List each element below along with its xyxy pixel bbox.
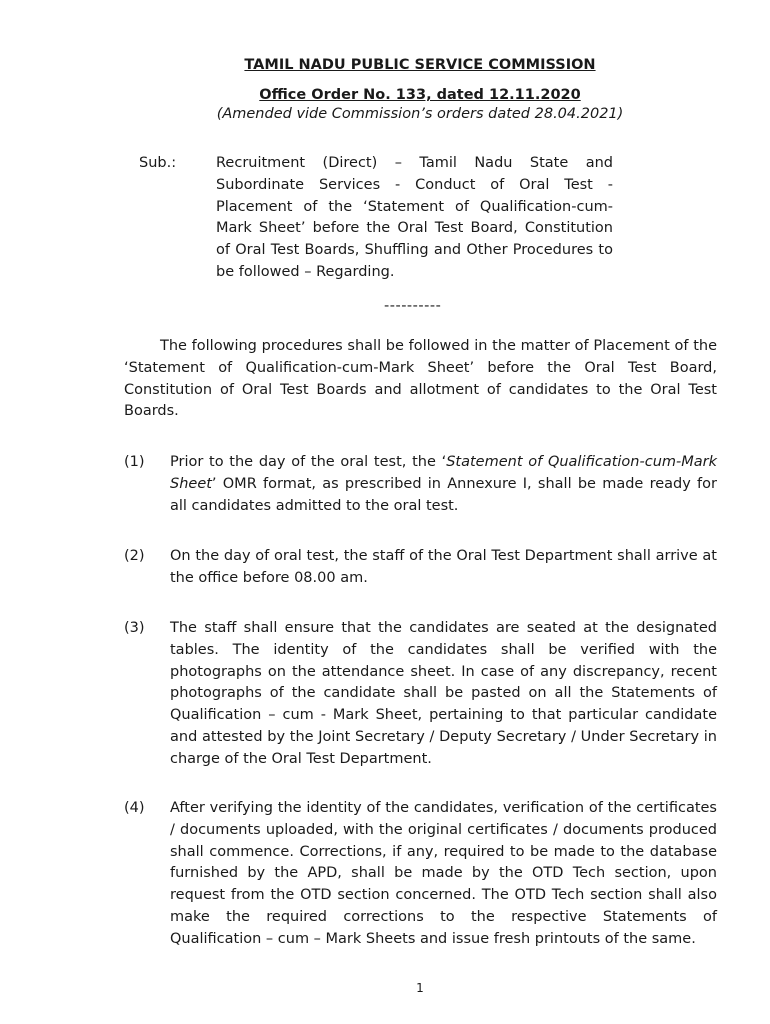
amendment-note: (Amended vide Commission’s orders dated 28.04.2021) [216, 106, 624, 122]
intro-paragraph: The following procedures shall be followed in the matter of Placement of the ‘Statement of Qualification-cum-Mark Sheet’ before the Oral Test Board, Constitution of Oral Test Boards and allotment of candidates to the Oral Test Boards. [124, 338, 717, 420]
paragraph-text-italic: Statement of Qualification-cum-Mark Sheet [170, 454, 717, 492]
paragraph-text-part: ’ OMR format, as prescribed in Annexure I, shall be made ready for all candidates admitted to the oral test. [170, 475, 717, 514]
paragraph-number: (4) [124, 800, 145, 816]
paragraph-text: After verifying the identity of the candidates, verification of the certificates / documents uploaded, with the original certificates / documents produced shall commence. Corrections, if any, required to be made to the database furnished by the APD, shall be made by the OTD Tech section, upon request from the OTD section concerned. The OTD Tech section shall also make the required corrections to the respective Statements of Qualification – cum – Mark Sheets and issue fresh printouts of the same. [170, 800, 717, 947]
paragraph-text: The staff shall ensure that the candidates are seated at the designated tables. The identity of the candidates shall be verified with the photographs on the attendance sheet. In case of any discrepancy, recent photographs of the candidate shall be pasted on all the Statements of Qualification – cum - Mark Sheet, pertaining to that particular candidate and attested by the Joint Secretary / Deputy Secretary / Under Secretary in charge of the Oral Test Department. [170, 620, 717, 767]
paragraph-number: (2) [124, 548, 145, 564]
organization-title: TAMIL NADU PUBLIC SERVICE COMMISSION [244, 57, 596, 73]
office-order-title: Office Order No. 133, dated 12.11.2020 [259, 87, 581, 103]
paragraph-text-part: Prior to the day of the oral test, the ‘ [170, 454, 447, 470]
page-number: 1 [416, 981, 424, 995]
paragraph-text [170, 452, 717, 517]
paragraph-text: On the day of oral test, the staff of the Oral Test Department shall arrive at the office before 08.00 am. [170, 548, 717, 586]
paragraph-number: (1) [124, 454, 145, 470]
paragraph-number: (3) [124, 620, 145, 636]
section-divider: ---------- [384, 298, 442, 314]
subject-text: Recruitment (Direct) – Tamil Nadu State and Subordinate Services - Conduct of Oral Test - Placement of the ‘Statement of Qualification-cum-Mark Sheet’ before the Oral Test Board, Constitution of Oral Test Boards, Shuffling and Other Procedures to be followed – Regarding. [216, 155, 613, 280]
subject-label: Sub.: [139, 155, 177, 171]
